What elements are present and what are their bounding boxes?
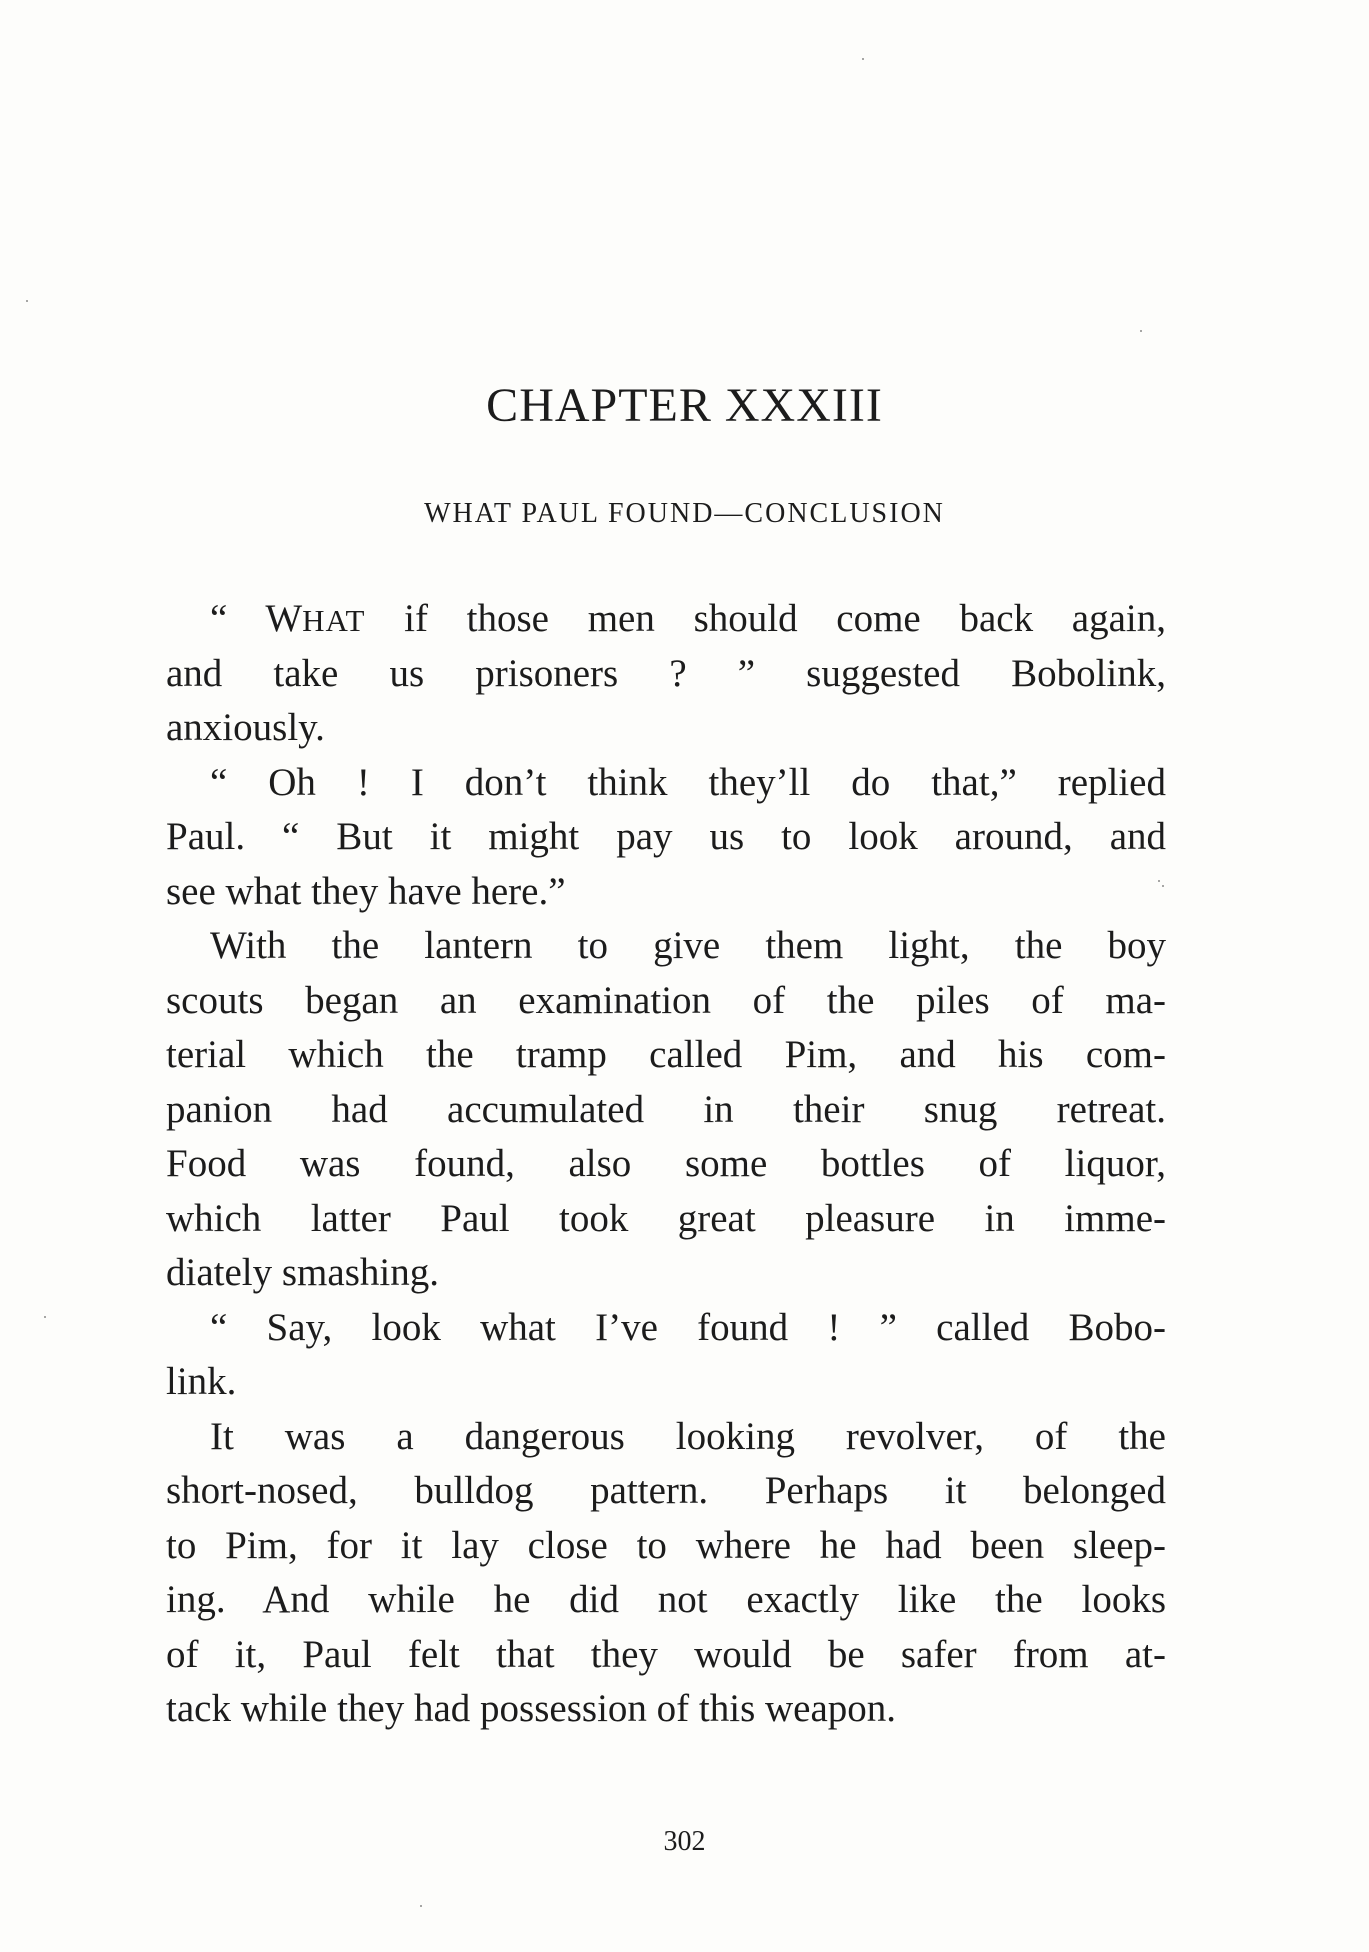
text-line: short-nosed, bulldog pattern. Perhaps it belonged [166, 1469, 1166, 1512]
chapter-title: CHAPTER XXXIII [486, 379, 883, 432]
paper-speck [44, 1316, 46, 1318]
paper-speck [862, 58, 864, 60]
paper-speck [1162, 885, 1164, 887]
paper-speck [1158, 880, 1160, 882]
page-number: 302 [663, 1826, 706, 1857]
text-line: “ Oh ! I don’t think they’ll do that,” replied [210, 760, 1166, 804]
text-line: ing. And while he did not exactly like the looks [166, 1578, 1166, 1621]
paper-speck [1140, 330, 1142, 332]
text-line: It was a dangerous looking revolver, of the [210, 1414, 1166, 1458]
text-line: and take us prisoners ? ” suggested Bobolink, [166, 651, 1166, 695]
chapter-subtitle: WHAT PAUL FOUND—CONCLUSION [424, 498, 945, 529]
text-line: With the lantern to give them light, the boy [210, 924, 1166, 967]
text-line: anxiously. [166, 706, 325, 749]
body-text [166, 592, 1166, 1737]
text-line: “ WHAT if those men should come back again, [210, 597, 1166, 640]
paper-speck [26, 300, 28, 302]
text-line: which latter Paul took great pleasure in imme- [166, 1196, 1166, 1240]
text-line: to Pim, for it lay close to where he had been sleep- [166, 1523, 1166, 1567]
text-line: tack while they had possession of this weapon. [166, 1687, 897, 1730]
text-line: of it, Paul felt that they would be safer from at- [166, 1632, 1166, 1676]
text-line: panion had accumulated in their snug retreat. [166, 1087, 1166, 1131]
drop-word: WHAT [265, 597, 366, 640]
text-line: Paul. “ But it might pay us to look around, and [166, 815, 1166, 858]
text-line: scouts began an examination of the piles of ma- [166, 978, 1166, 1022]
paper-speck [420, 1905, 422, 1907]
text-line: link. [166, 1360, 237, 1403]
text-line: Food was found, also some bottles of liquor, [166, 1142, 1166, 1185]
text-line: terial which the tramp called Pim, and his com- [166, 1033, 1166, 1076]
text-line: diately smashing. [166, 1251, 439, 1294]
text-line: “ Say, look what I’ve found ! ” called Bobo- [210, 1305, 1166, 1349]
text-line: see what they have here.” [166, 869, 566, 913]
